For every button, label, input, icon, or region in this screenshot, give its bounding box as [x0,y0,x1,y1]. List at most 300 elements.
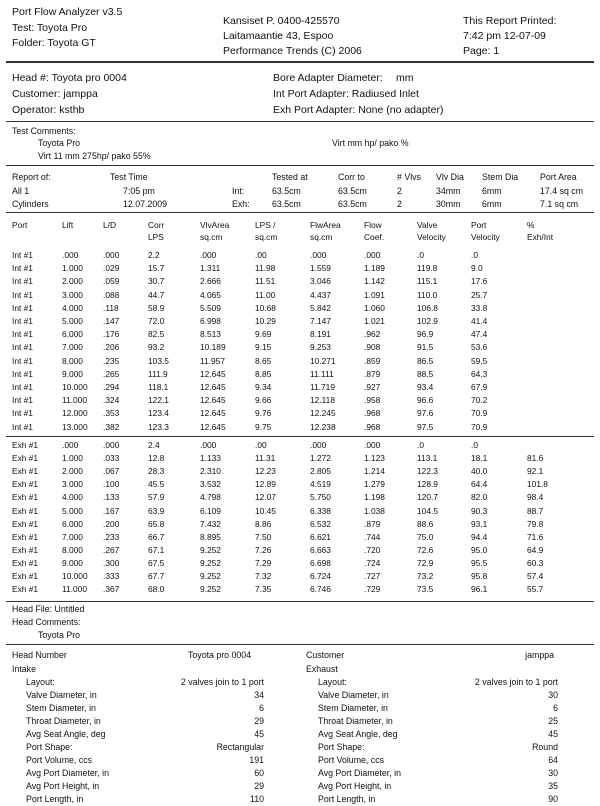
column-header: L/D [103,220,117,230]
stem-dia-header: Stem Dia [482,172,519,182]
table-cell: 120.7 [417,492,438,503]
table-cell: 2.000 [62,276,83,287]
table-cell: 9.34 [255,382,272,392]
table-cell: 72.9 [417,557,434,568]
table-cell: 4.519 [310,479,331,490]
test-date-value: 12.07.2009 [123,199,168,209]
table-cell: 123.3 [148,421,169,432]
exh-port-adapter: Exh Port Adapter: None (no adapter) [273,104,444,116]
table-cell: 6.338 [310,505,331,516]
table-cell: 113.1 [417,453,438,464]
table-cell: 11.31 [255,453,276,464]
int-port-adapter: Int Port Adapter: Radiused Inlet [273,88,419,100]
table-cell: 93.1 [471,518,488,529]
table-cell: .382 [103,421,120,432]
table-cell: 101.8 [527,479,548,490]
app-title: Port Flow Analyzer v3.5 [12,6,123,18]
table-cell: Int #1 [12,276,33,287]
tested-at-header: Tested at [272,172,308,182]
table-cell: 7.35 [255,584,272,595]
exhaust-spec-label: Port Length, in [318,794,376,804]
table-cell: Int #1 [12,289,33,300]
table-cell: 4.798 [200,492,221,503]
table-cell: Exh #1 [12,492,39,503]
table-cell: 9.15 [255,342,272,353]
table-cell: Exh #1 [12,557,39,568]
company-phone: Kansiset P. 0400-425570 [223,15,340,27]
intake-spec-value: 110 [249,794,264,804]
table-cell: 95.8 [471,571,488,581]
bore-adapter: Bore Adapter Diameter: [273,72,383,84]
column-header: Corr [148,220,165,230]
exhaust-spec-label: Avg Port Diameter, in [318,768,401,778]
intake-spec-value: Rectangular [216,742,264,752]
exhaust-label: Exhaust [306,664,338,674]
table-cell: 119.8 [417,263,438,274]
table-cell: 2.666 [200,276,221,287]
table-cell: Int #1 [12,368,33,379]
column-header: Port [471,220,487,230]
column-header: LPS / [255,220,276,230]
table-cell: .000 [103,440,120,450]
table-cell: 8.191 [310,329,331,340]
intake-spec-value: 2 valves join to 1 port [180,677,264,687]
table-cell: 102.9 [417,316,438,326]
table-cell: 88.7 [527,505,544,516]
table-cell: 67.9 [471,382,488,392]
table-cell: 88.5 [417,368,434,379]
customer-value: jamppa [525,650,554,660]
intake-spec-label: Avg Port Diameter, in [26,768,109,778]
table-cell: Exh #1 [12,453,39,464]
table-cell: 6.000 [62,518,83,529]
table-cell: .167 [103,505,120,516]
table-cell: .235 [103,355,120,366]
column-header-sub: sq.cm [200,232,223,242]
table-cell: 11.98 [255,263,276,274]
table-cell: 3.532 [200,479,221,490]
intake-spec-value: 191 [249,755,264,765]
table-cell: Exh #1 [12,531,39,542]
table-cell: 12.000 [62,408,88,419]
copyright: Performance Trends (C) 2006 [223,45,362,57]
column-header: Flow [364,220,382,230]
printed-time: 7:42 pm 12-07-09 [463,30,546,42]
table-cell: 57.4 [527,571,544,581]
table-cell: 10.68 [255,302,276,313]
table-cell: Int #1 [12,316,33,326]
intake-spec-value: 29 [254,781,264,791]
table-cell: 9.76 [255,408,272,419]
table-cell: 3.046 [310,276,331,287]
exhaust-spec-value: Round [532,742,558,752]
table-cell: Int #1 [12,263,33,274]
table-cell: .000 [364,440,381,450]
table-cell: 1.214 [364,466,385,477]
head-comments-label: Head Comments: [12,617,81,627]
table-cell: 64.9 [527,544,544,555]
table-cell: 2.000 [62,466,83,477]
table-cell: 6.000 [62,329,83,340]
table-cell: 12.118 [310,395,335,406]
table-cell: 73.5 [417,584,434,595]
table-cell: 18.1 [471,453,488,464]
comment-right: Virt mm hp/ pako % [332,138,409,148]
column-header: Lift [62,220,74,230]
table-cell: 2.2 [148,250,160,260]
table-cell: 2.805 [310,466,331,477]
exh-corr: 63.5cm [338,199,367,209]
table-cell: Exh #1 [12,571,39,581]
table-cell: 70.9 [471,408,488,419]
table-cell: 103.5 [148,355,169,366]
test-time-header: Test Time [110,172,148,182]
exhaust-spec-value: 30 [548,768,558,778]
table-cell: 7.147 [310,316,331,326]
company-address: Laitamaantie 43, Espoo [223,30,334,42]
table-cell: 86.5 [417,355,434,366]
table-cell: 6.663 [310,544,331,555]
intake-spec-label: Valve Diameter, in [26,690,97,700]
table-cell: 12.645 [200,408,226,419]
table-cell: .118 [103,302,119,313]
table-cell: 1.272 [310,453,331,464]
table-cell: Int #1 [12,395,33,406]
table-cell: .000 [62,440,79,450]
table-cell: .729 [364,584,381,595]
comment-line: Virt 11 mm 275hp/ pako 55% [38,151,151,161]
intake-spec-value: 6 [259,703,264,713]
table-cell: 9.69 [255,329,272,340]
table-cell: .727 [364,571,381,581]
table-cell: 6.532 [310,518,331,529]
table-cell: 11.111 [310,368,334,379]
table-cell: .968 [364,421,381,432]
table-cell: .324 [103,395,120,406]
divider [6,601,594,602]
int-label: Int: [232,186,245,196]
customer: Customer: jamppa [12,88,98,100]
table-cell: .962 [364,329,381,340]
table-cell: Exh #1 [12,518,39,529]
port-area-header: Port Area [540,172,577,182]
exhaust-spec-value: 90 [548,794,558,804]
table-cell: .000 [364,250,381,260]
divider [6,436,594,437]
table-cell: 98.4 [527,492,544,503]
table-cell: Exh #1 [12,584,39,595]
intake-spec-label: Stem Diameter, in [26,703,96,713]
table-cell: Int #1 [12,421,33,432]
table-cell: .033 [103,453,120,464]
table-cell: .067 [103,466,120,477]
table-cell: .859 [364,355,381,366]
table-cell: 57.9 [148,492,165,503]
table-cell: 8.86 [255,518,272,529]
table-cell: 1.189 [364,263,385,274]
intake-spec-label: Layout: [26,677,55,687]
table-cell: .908 [364,342,381,353]
intake-spec-value: 45 [254,729,264,739]
table-cell: 5.000 [62,505,83,516]
table-cell: .927 [364,382,381,392]
exhaust-spec-label: Avg Port Height, in [318,781,392,791]
exh-label: Exh: [232,199,250,209]
int-vlvs: 2 [397,186,402,196]
table-cell: 70.9 [471,421,488,432]
table-cell: .300 [103,557,120,568]
column-header: FlwArea [310,220,341,230]
table-cell: .000 [200,250,217,260]
table-cell: 33.8 [471,302,488,313]
table-cell: 79.8 [527,518,544,529]
table-cell: 1.021 [364,316,385,326]
table-cell: 8.85 [255,368,272,379]
table-cell: Int #1 [12,342,33,353]
table-cell: 64.3 [471,368,488,379]
table-cell: 11.00 [255,289,276,300]
exh-vlvs: 2 [397,199,402,209]
head-file: Head File: Untitled [12,604,85,614]
exhaust-spec-label: Avg Seat Angle, deg [318,729,398,739]
table-cell: 30.7 [148,276,165,287]
intake-spec-label: Throat Diameter, in [26,716,101,726]
table-cell: 41.4 [471,316,488,326]
table-cell: 1.559 [310,263,331,274]
table-cell: 10.000 [62,382,88,392]
table-cell: 67.1 [148,544,165,555]
table-cell: .0 [471,250,478,260]
table-cell: 123.4 [148,408,169,419]
table-cell: 8.513 [200,329,221,340]
table-cell: Exh #1 [12,544,39,555]
head-comment: Toyota Pro [38,630,81,640]
head-id: Head #: Toyota pro 0004 [12,72,127,84]
table-cell: 10.271 [310,355,336,366]
table-cell: 59.5 [471,355,488,366]
table-cell: 95.5 [471,557,488,568]
column-header-sub: Coef. [364,232,385,242]
exh-vlv-dia: 30mm [436,199,461,209]
table-cell: 115.1 [417,276,438,287]
int-port-area: 17.4 sq cm [540,186,584,196]
table-cell: 70.2 [471,395,488,406]
operator: Operator: ksthb [12,104,85,116]
table-cell: Int #1 [12,408,33,419]
table-cell: 15.7 [148,263,165,274]
table-cell: 12.645 [200,421,226,432]
table-cell: .265 [103,368,120,379]
table-cell: 1.311 [200,263,221,274]
folder-name: Folder: Toyota GT [12,37,96,49]
table-cell: 64.4 [471,479,488,490]
table-cell: 7.32 [255,571,272,581]
int-vlv-dia: 34mm [436,186,461,196]
report-of-value: All 1 [12,186,30,196]
table-cell: 73.2 [417,571,434,581]
table-cell: 9.000 [62,557,83,568]
table-cell: .000 [310,250,327,260]
table-cell: 7.26 [255,544,272,555]
table-cell: 1.000 [62,453,83,464]
table-cell: 4.000 [62,302,83,313]
printed-label: This Report Printed: [463,15,557,27]
intake-spec-label: Port Volume, ccs [26,755,93,765]
table-cell: 93.4 [417,382,434,392]
exh-port-area: 7.1 sq cm [540,199,579,209]
table-cell: 9.0 [471,263,483,274]
table-cell: .100 [103,479,120,490]
table-cell: 10.000 [62,571,88,581]
table-cell: .724 [364,557,381,568]
table-cell: 2.310 [200,466,221,477]
table-cell: .000 [310,440,327,450]
table-cell: .088 [103,289,120,300]
table-cell: 95.0 [471,544,488,555]
table-cell: .200 [103,518,120,529]
table-cell: 9.75 [255,421,272,432]
table-cell: 12.645 [200,395,226,406]
exhaust-spec-value: 64 [548,755,558,765]
intake-spec-label: Port Shape: [26,742,73,752]
column-header: VlvArea [200,220,230,230]
table-cell: 2.4 [148,440,160,450]
table-cell: 97.6 [417,408,434,419]
table-cell: 11.719 [310,382,335,392]
table-cell: .133 [103,492,120,503]
table-cell: 110.0 [417,289,438,300]
exh-stem-dia: 6mm [482,199,502,209]
table-cell: 128.9 [417,479,438,490]
table-cell: 5.750 [310,492,331,503]
table-cell: 4.000 [62,492,83,503]
table-cell: 6.109 [200,505,221,516]
table-cell: 96.1 [471,584,488,595]
table-cell: 3.000 [62,479,83,490]
divider [6,61,594,63]
table-cell: 17.6 [471,276,488,287]
table-cell: 91.5 [417,342,434,353]
table-cell: 75.0 [417,531,434,542]
table-cell: .958 [364,395,381,406]
table-cell: 118.1 [148,382,169,392]
table-cell: .00 [255,440,267,450]
table-cell: 104.5 [417,505,438,516]
int-stem-dia: 6mm [482,186,502,196]
intake-spec-label: Avg Port Height, in [26,781,100,791]
table-cell: 71.6 [527,531,544,542]
table-cell: 4.437 [310,289,331,300]
table-cell: .00 [255,250,267,260]
table-cell: 12.245 [310,408,336,419]
table-cell: .000 [62,250,79,260]
table-cell: .176 [103,329,120,340]
table-cell: .029 [103,263,120,274]
table-cell: .267 [103,544,120,555]
divider [6,121,594,122]
column-header-sub: Velocity [417,232,446,242]
table-cell: 9.000 [62,368,83,379]
table-cell: 10.45 [255,505,276,516]
table-cell: 1.123 [364,453,385,464]
table-cell: 12.23 [255,466,276,477]
table-cell: 4.065 [200,289,221,300]
table-cell: 8.65 [255,355,272,366]
table-cell: Int #1 [12,355,33,366]
table-cell: 106.8 [417,302,438,313]
column-header: Port [12,220,28,230]
divider [6,165,594,166]
table-cell: .059 [103,276,120,287]
table-cell: 65.8 [148,518,165,529]
table-cell: 6.746 [310,584,331,595]
int-corr: 63.5cm [338,186,367,196]
table-cell: 81.6 [527,453,544,464]
table-cell: 25.7 [471,289,488,300]
table-cell: 1.038 [364,505,385,516]
divider [6,644,594,645]
table-cell: Exh #1 [12,505,39,516]
column-header-sub: LPS [148,232,164,242]
table-cell: 11.000 [62,584,87,595]
table-cell: 72.6 [417,544,434,555]
test-name: Test: Toyota Pro [12,22,88,34]
table-cell: 94.4 [471,531,488,542]
exhaust-spec-label: Layout: [318,677,347,687]
table-cell: 60.3 [527,557,544,568]
table-cell: 7.50 [255,531,272,542]
table-cell: 67.5 [148,557,165,568]
table-cell: .879 [364,368,381,379]
column-header-sub: sq.cm [310,232,333,242]
intake-spec-value: 60 [254,768,264,778]
table-cell: .367 [103,584,120,595]
table-cell: .294 [103,382,120,392]
table-cell: 12.89 [255,479,276,490]
table-cell: .720 [364,544,381,555]
table-cell: 9.66 [255,395,272,406]
table-cell: 28.3 [148,466,165,477]
report-of-value: Cylinders [12,199,49,209]
table-cell: 72.0 [148,316,165,326]
table-cell: 7.432 [200,518,221,529]
table-cell: 1.060 [364,302,385,313]
table-cell: Exh #1 [12,440,39,450]
int-tested: 63.5cm [272,186,301,196]
vlvs-header: # Vlvs [397,172,421,182]
table-cell: 9.253 [310,342,331,353]
table-cell: .0 [471,440,478,450]
table-cell: .206 [103,342,120,353]
table-cell: 1.279 [364,479,385,490]
table-cell: Int #1 [12,329,33,340]
table-cell: 97.5 [417,421,434,432]
table-cell: 7.000 [62,342,83,353]
table-cell: Int #1 [12,382,33,392]
table-cell: .000 [103,250,120,260]
table-cell: Int #1 [12,302,33,313]
table-cell: 12.645 [200,382,226,392]
table-cell: 63.9 [148,505,165,516]
table-cell: 40.0 [471,466,488,477]
intake-label: Intake [12,664,36,674]
head-number-value: Toyota pro 0004 [188,650,252,660]
table-cell: 9.252 [200,557,221,568]
table-cell: 9.252 [200,584,221,595]
table-cell: 66.7 [148,531,165,542]
table-cell: 111.9 [148,368,168,379]
exhaust-spec-value: 30 [548,690,558,700]
